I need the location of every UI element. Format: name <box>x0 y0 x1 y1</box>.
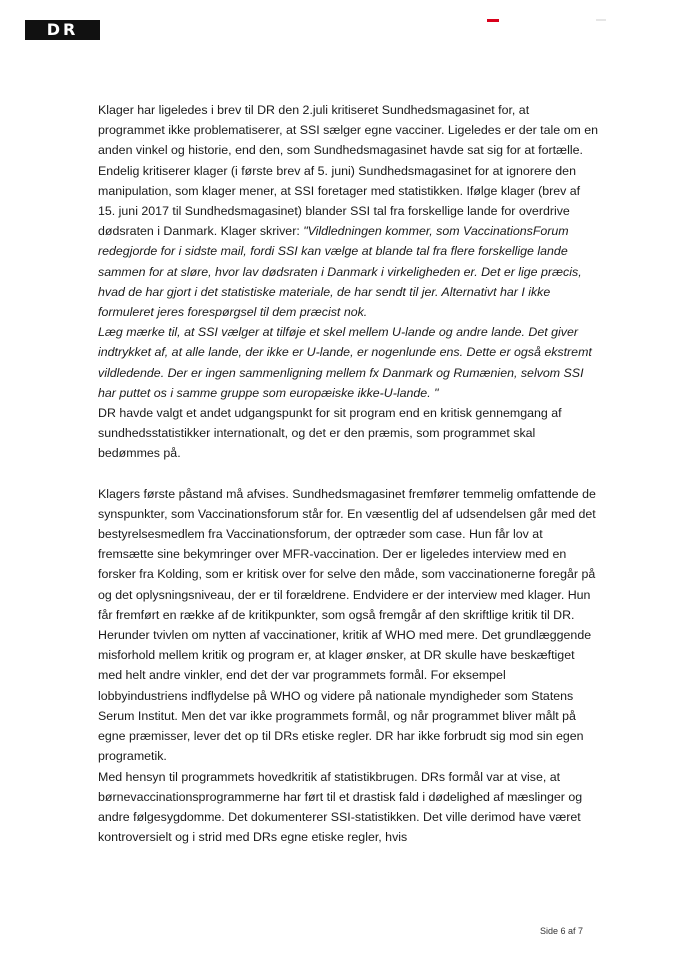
paragraph-intro: Klager har ligeledes i brev til DR den 2.juli kritiseret Sundhedsmagasinet for, at programmet ikke problematiserer, at SSI sælger egne vacciner. Ligeledes er der tale om en anden vinkel og historie, end den, som Sundhedsmagasinet havde sat sig for at fortælle. Endelig kritiserer klager (i første brev af 5. juni) Sundhedsmagasinet for at ignorere den manipulation, som klager mener, at SSI foretager med statistikken. Ifølge klager (brev af 15. juni 2017 til Sundhedsmagasinet) blander SSI tal fra forskellige lande for overdrive dødsraten i Danmark. Klager skriver: <box>98 103 599 239</box>
document-body <box>98 100 598 847</box>
paragraph-complaint-summary <box>98 100 598 464</box>
page-number: Side 6 af 7 <box>540 926 584 936</box>
grey-mark <box>596 19 606 21</box>
dr-logo <box>25 20 100 40</box>
complainant-quote-part2: Læg mærke til, at SSI vælger at tilføje et skel mellem U-lande og andre lande. Det giver indtrykket af, at alle lande, der ikke er U-lande, er nogenlunde ens. Dette er også ekstremt vildledende. Der er ingen sammenligning mellem fx Danmark og Rumænien, selvom SSI har puttet os i samme gruppe som europæiske ikke-U-lande. " <box>98 325 592 400</box>
paragraph-statistics: Med hensyn til programmets hovedkritik af statistikbrugen. DRs formål var at vise, at børnevaccinationsprogrammerne har ført til et drastisk fald i dødelighed af mæslinger og andre følgesygdomme. Det dokumenterer SSI-statistikken. Det ville derimod have været kontroversielt og i strid med DRs egne etiske regler, hvis <box>98 769 583 845</box>
paragraph-rejection: Klagers første påstand må afvises. Sundhedsmagasinet fremfører temmelig omfattende de synspunkter, som Vaccinationsforum står for. En væsentlig del af udsendelsen går med det bestyrelsesmedlem fra Vaccinationsforum, der optræder som case. Hun får lov at fremsætte sine bekymringer over MFR-vaccination. Der er ligeledes interview med en forsker fra Kolding, som er kritisk over for selve den måde, som vaccinationerne foregår på og det oplysningsniveau, der er til forældrene. Endvidere er der interview med klager. Hun får fremført en række af de kritikpunkter, som også fremgår af den skriftlige kritik til DR. Herunder tvivlen om nytten af vaccinationer, kritik af WHO med mere. Det grundlæggende misforhold mellem kritik og program er, at klager ønsker, at DR skulle have beskæftiget med helt andre vinkler, end det der var programmets formål. For eksempel lobbyindustriens indflydelse på WHO og videre på nationale myndigheder som Statens Serum Institut. Men det var ikke programmets formål, og når programmet bliver målt på egne præmisser, lever det op til DRs etiske regler. DR har ikke forbrudt sig mod sin egen programetik. <box>98 486 596 764</box>
complainant-quote-part1: "Vildledningen kommer, som VaccinationsForum redegjorde for i sidste mail, fordi SSI kan vælge at blande tal fra flere forskellige lande sammen for at sløre, hvor lav dødsraten i Danmark i virkeligheden er. Det er lige præcis, hvad de har gjort i det statistiske materiale, de har sendt til jer. Alternativt har I ikke formuleret jeres forespørgsel til dem præcist nok. <box>98 224 582 320</box>
paragraph-outro: DR havde valgt et andet udgangspunkt for sit program end en kritisk gennemgang af sundhedsstatistikker internationalt, og det er den præmis, som programmet skal bedømmes på. <box>98 406 562 461</box>
dr-logo-text: DR <box>46 20 79 39</box>
red-mark <box>487 19 499 22</box>
